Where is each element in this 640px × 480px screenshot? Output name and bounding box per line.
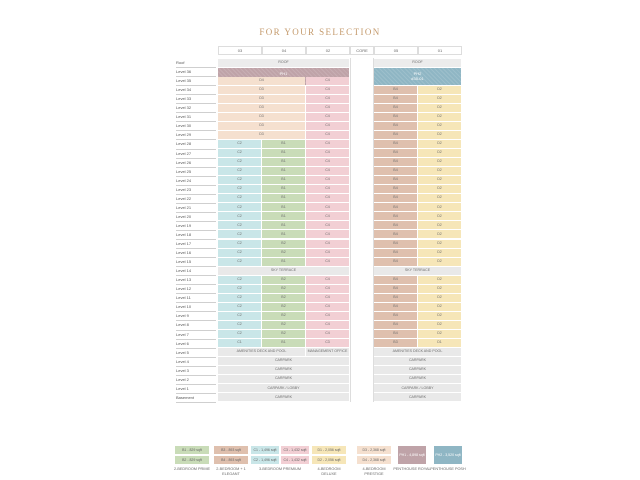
unit-cell: D2 (418, 249, 461, 257)
column-header-core: CORE (350, 46, 374, 55)
unit-block: ROOF (374, 59, 461, 67)
unit-cell: C4 (306, 185, 349, 193)
unit-cell: B1 (262, 221, 305, 229)
unit-block: CARPARK (218, 357, 349, 365)
legend-swatch: D2 - 2,056 sqft (312, 456, 346, 464)
unit-cell: B4 (374, 330, 417, 338)
unit-cell: B2 (262, 303, 305, 311)
unit-block: CARPARK (218, 393, 349, 401)
unit-cell: C4 (306, 321, 349, 329)
unit-cell: MANAGEMENT OFFICE (306, 348, 349, 356)
unit-cell: C2 (218, 176, 261, 184)
unit-cell: B4 (374, 321, 417, 329)
legend-swatch: D1 - 2,056 sqft (312, 446, 346, 454)
unit-cell: AMENITIES DECK AND POOL (218, 348, 305, 356)
legend-label: 4-BEDROOM DELUXE (317, 467, 341, 476)
unit-block: CARPARK (374, 357, 461, 365)
unit-cell: C2 (218, 321, 261, 329)
unit-cell: C2 (218, 240, 261, 248)
unit-cell: C2 (218, 149, 261, 157)
unit-cell: D3 (218, 95, 305, 103)
unit-cell: B4 (374, 240, 417, 248)
level-label: Level 27 (176, 150, 192, 156)
unit-cell: D2 (418, 167, 461, 175)
legend-label: 2-BEDROOM + 1 ELEGANT (216, 467, 246, 476)
unit-cell: B1 (262, 339, 305, 347)
unit-cell: B1 (262, 176, 305, 184)
unit-cell: D2 (418, 285, 461, 293)
level-label: Level 30 (176, 123, 192, 129)
legend-swatch: C3 - 1,432 sqft (281, 446, 309, 454)
unit-cell: B4 (374, 194, 417, 202)
unit-cell: D2 (418, 258, 461, 266)
unit-cell: C4 (306, 258, 349, 266)
unit-cell: D3 (218, 104, 305, 112)
unit-cell: C4 (306, 131, 349, 139)
column-header: 01 (418, 46, 462, 55)
unit-block: CARPARK (374, 375, 461, 383)
unit-label: PH2 (413, 70, 422, 76)
unit-cell: D4 (218, 77, 305, 85)
unit-cell: C2 (218, 140, 261, 148)
unit-cell: B2 (262, 276, 305, 284)
unit-cell: D2 (418, 122, 461, 130)
unit-cell: C4 (306, 176, 349, 184)
unit-cell: B4 (374, 158, 417, 166)
level-label: Level 4 (176, 358, 189, 364)
unit-cell: B4 (374, 258, 417, 266)
legend-label: 4-BEDROOM PRESTIGE (362, 467, 386, 476)
unit-cell: B1 (262, 203, 305, 211)
unit-block: CARPARK / LOBBY (218, 384, 349, 392)
row-divider (176, 402, 216, 403)
level-label: Level 8 (176, 322, 189, 328)
unit-cell: C2 (218, 221, 261, 229)
unit-cell: B4 (374, 221, 417, 229)
level-label: Level 35 (176, 78, 192, 84)
level-label: Level 33 (176, 96, 192, 102)
unit-cell: B4 (374, 230, 417, 238)
level-label: Level 3 (176, 367, 189, 373)
level-label: Roof (176, 60, 185, 66)
column-header: 04 (262, 46, 306, 55)
unit-cell: D1 (418, 339, 461, 347)
unit-cell: B1 (262, 158, 305, 166)
unit-cell: C4 (306, 312, 349, 320)
unit-cell: C2 (218, 249, 261, 257)
legend-swatch: C1 - 1,496 sqft (251, 446, 279, 454)
unit-cell: B4 (374, 113, 417, 121)
unit-cell: C4 (306, 294, 349, 302)
level-label: Level 22 (176, 195, 192, 201)
unit-cell: C4 (306, 230, 349, 238)
level-label: Level 31 (176, 114, 192, 120)
unit-cell: D2 (418, 203, 461, 211)
level-label: Level 5 (176, 349, 189, 355)
unit-block: SKY TERRACE (374, 267, 461, 275)
page-title: FOR YOUR SELECTION (259, 27, 381, 37)
level-label: Level 20 (176, 213, 192, 219)
unit-cell: C2 (218, 158, 261, 166)
unit-cell: B4 (374, 249, 417, 257)
unit-cell: D3 (218, 122, 305, 130)
unit-cell: B4 (374, 86, 417, 94)
level-label: Level 14 (176, 268, 192, 274)
unit-cell: C4 (306, 86, 349, 94)
unit-cell: B2 (262, 240, 305, 248)
unit-label: PH1 (279, 70, 288, 76)
unit-cell: C2 (218, 330, 261, 338)
unit-cell: D2 (418, 240, 461, 248)
unit-cell: D2 (418, 113, 461, 121)
unit-cell: D2 (418, 294, 461, 302)
unit-cell: B1 (262, 258, 305, 266)
unit-cell: B4 (374, 167, 417, 175)
level-label: Level 15 (176, 259, 192, 265)
unit-cell: C2 (218, 303, 261, 311)
unit-cell: B4 (374, 212, 417, 220)
unit-cell: C2 (218, 258, 261, 266)
unit-cell: B4 (374, 140, 417, 148)
unit-cell: C4 (306, 276, 349, 284)
unit-cell: D2 (418, 221, 461, 229)
unit-block: CARPARK (218, 375, 349, 383)
unit-block: CARPARK (374, 393, 461, 401)
unit-block: SKY TERRACE (218, 267, 349, 275)
unit-cell: D3 (218, 131, 305, 139)
level-label: Level 26 (176, 159, 192, 165)
level-label: Level 32 (176, 105, 192, 111)
legend-swatch: C2 - 1,496 sqft (251, 456, 279, 464)
unit-cell: D2 (418, 104, 461, 112)
unit-block: CARPARK (218, 366, 349, 374)
level-label: Level 2 (176, 376, 189, 382)
unit-cell: D2 (418, 176, 461, 184)
unit-cell: D2 (418, 276, 461, 284)
unit-cell: D2 (418, 321, 461, 329)
level-label: Level 1 (176, 385, 189, 391)
unit-cell: B2 (262, 312, 305, 320)
unit-cell: B4 (374, 303, 417, 311)
level-label: Level 10 (176, 304, 192, 310)
unit-block: CARPARK (374, 366, 461, 374)
level-label: Level 7 (176, 331, 189, 337)
legend-label: 2-BEDROOM PRIME (173, 467, 211, 471)
unit-cell: B2 (262, 249, 305, 257)
unit-cell: B1 (262, 212, 305, 220)
unit-cell: B3 (374, 339, 417, 347)
unit-cell: D2 (418, 230, 461, 238)
unit-cell: B4 (374, 149, 417, 157)
level-label: Level 6 (176, 340, 189, 346)
unit-cell: C2 (218, 203, 261, 211)
level-label: Basement (176, 394, 195, 400)
unit-cell: C4 (306, 303, 349, 311)
unit-cell: C2 (218, 185, 261, 193)
level-label: Level 19 (176, 222, 192, 228)
unit-cell: B2 (262, 330, 305, 338)
unit-cell: C4 (306, 249, 349, 257)
unit-cell: D2 (418, 303, 461, 311)
unit-cell: B4 (374, 185, 417, 193)
unit-cell: C4 (306, 113, 349, 121)
level-label: Level 16 (176, 250, 192, 256)
unit-cell: D2 (418, 86, 461, 94)
level-label: Level 29 (176, 132, 192, 138)
legend-swatch: PH2 - 3,520 sqft (434, 446, 462, 464)
unit-cell: C2 (218, 285, 261, 293)
unit-cell: D2 (418, 212, 461, 220)
unit-cell: C4 (306, 95, 349, 103)
unit-cell: C1 (218, 339, 261, 347)
unit-cell: C4 (306, 194, 349, 202)
unit-cell: D2 (418, 194, 461, 202)
unit-cell: B1 (262, 230, 305, 238)
unit-cell: C4 (306, 149, 349, 157)
level-label: Level 25 (176, 168, 192, 174)
level-label: Level 24 (176, 177, 192, 183)
unit-cell: B4 (374, 95, 417, 103)
unit-cell: B4 (374, 285, 417, 293)
unit-block: AMENITIES DECK AND POOL (374, 348, 461, 356)
unit-cell: C4 (306, 140, 349, 148)
unit-cell: C2 (218, 276, 261, 284)
unit-cell: C4 (306, 203, 349, 211)
level-label: Level 28 (176, 141, 192, 147)
penthouse-block (374, 68, 461, 85)
unit-number: #35-01 (411, 76, 424, 82)
legend-swatch: D4 - 2,368 sqft (357, 456, 391, 464)
unit-cell: B4 (374, 276, 417, 284)
unit-cell: B4 (374, 104, 417, 112)
legend-swatch: C4 - 1,432 sqft (281, 456, 309, 464)
level-label: Level 11 (176, 295, 191, 301)
level-label: Level 23 (176, 186, 192, 192)
legend-swatch: B4 - 893 sqft (214, 456, 248, 464)
legend-swatch: PH1 - 4,898 sqft (398, 446, 426, 464)
unit-cell: B2 (262, 294, 305, 302)
unit-cell: C4 (306, 104, 349, 112)
unit-cell: D2 (418, 131, 461, 139)
unit-cell: B4 (374, 203, 417, 211)
column-header: 02 (306, 46, 350, 55)
unit-cell: C4 (306, 221, 349, 229)
level-label: Level 12 (176, 286, 192, 292)
legend-label: PENTHOUSE POSH (430, 467, 466, 471)
unit-cell: B4 (374, 312, 417, 320)
legend-swatch: B2 - 829 sqft (175, 456, 209, 464)
unit-cell: D3 (218, 113, 305, 121)
unit-cell: B2 (262, 321, 305, 329)
unit-cell: C2 (218, 294, 261, 302)
unit-cell: C3 (306, 339, 349, 347)
unit-cell: B1 (262, 149, 305, 157)
unit-cell: C2 (218, 167, 261, 175)
unit-cell: B2 (262, 285, 305, 293)
unit-cell: C2 (218, 312, 261, 320)
unit-cell: B4 (374, 294, 417, 302)
unit-cell: C4 (306, 77, 349, 85)
legend-swatch: D3 - 2,368 sqft (357, 446, 391, 454)
unit-cell: C4 (306, 167, 349, 175)
level-label: Level 21 (176, 204, 192, 210)
unit-cell: C2 (218, 194, 261, 202)
unit-block: CARPARK / LOBBY (374, 384, 461, 392)
unit-cell: D3 (218, 86, 305, 94)
legend-label: PENTHOUSE ROYAL (393, 467, 431, 471)
unit-cell: B4 (374, 131, 417, 139)
unit-cell: D2 (418, 312, 461, 320)
unit-cell: C4 (306, 158, 349, 166)
unit-cell: C4 (306, 285, 349, 293)
level-label: Level 18 (176, 231, 192, 237)
unit-cell: C2 (218, 230, 261, 238)
level-label: Level 34 (176, 87, 192, 93)
unit-block: ROOF (218, 59, 349, 67)
unit-cell: B1 (262, 194, 305, 202)
unit-cell: B1 (262, 167, 305, 175)
unit-cell: C4 (306, 122, 349, 130)
unit-cell: C4 (306, 330, 349, 338)
level-label: Level 13 (176, 277, 192, 283)
level-label: Level 36 (176, 69, 192, 75)
unit-cell: D2 (418, 185, 461, 193)
unit-cell: D2 (418, 149, 461, 157)
unit-cell: D2 (418, 330, 461, 338)
legend-swatch: B3 - 893 sqft (214, 446, 248, 454)
unit-cell: B4 (374, 176, 417, 184)
unit-cell: D2 (418, 140, 461, 148)
unit-cell: D2 (418, 158, 461, 166)
unit-cell: B1 (262, 185, 305, 193)
unit-cell: B1 (262, 140, 305, 148)
unit-cell: C4 (306, 212, 349, 220)
unit-cell: D2 (418, 95, 461, 103)
level-label: Level 9 (176, 313, 189, 319)
core-column (350, 58, 374, 402)
unit-cell: C2 (218, 212, 261, 220)
legend-swatch: B1 - 829 sqft (175, 446, 209, 454)
column-header: 03 (218, 46, 262, 55)
unit-cell: C4 (306, 240, 349, 248)
unit-cell: B4 (374, 122, 417, 130)
legend-label: 3-BEDROOM PREMIUM (259, 467, 301, 471)
level-label: Level 17 (176, 241, 192, 247)
column-header: 05 (374, 46, 418, 55)
